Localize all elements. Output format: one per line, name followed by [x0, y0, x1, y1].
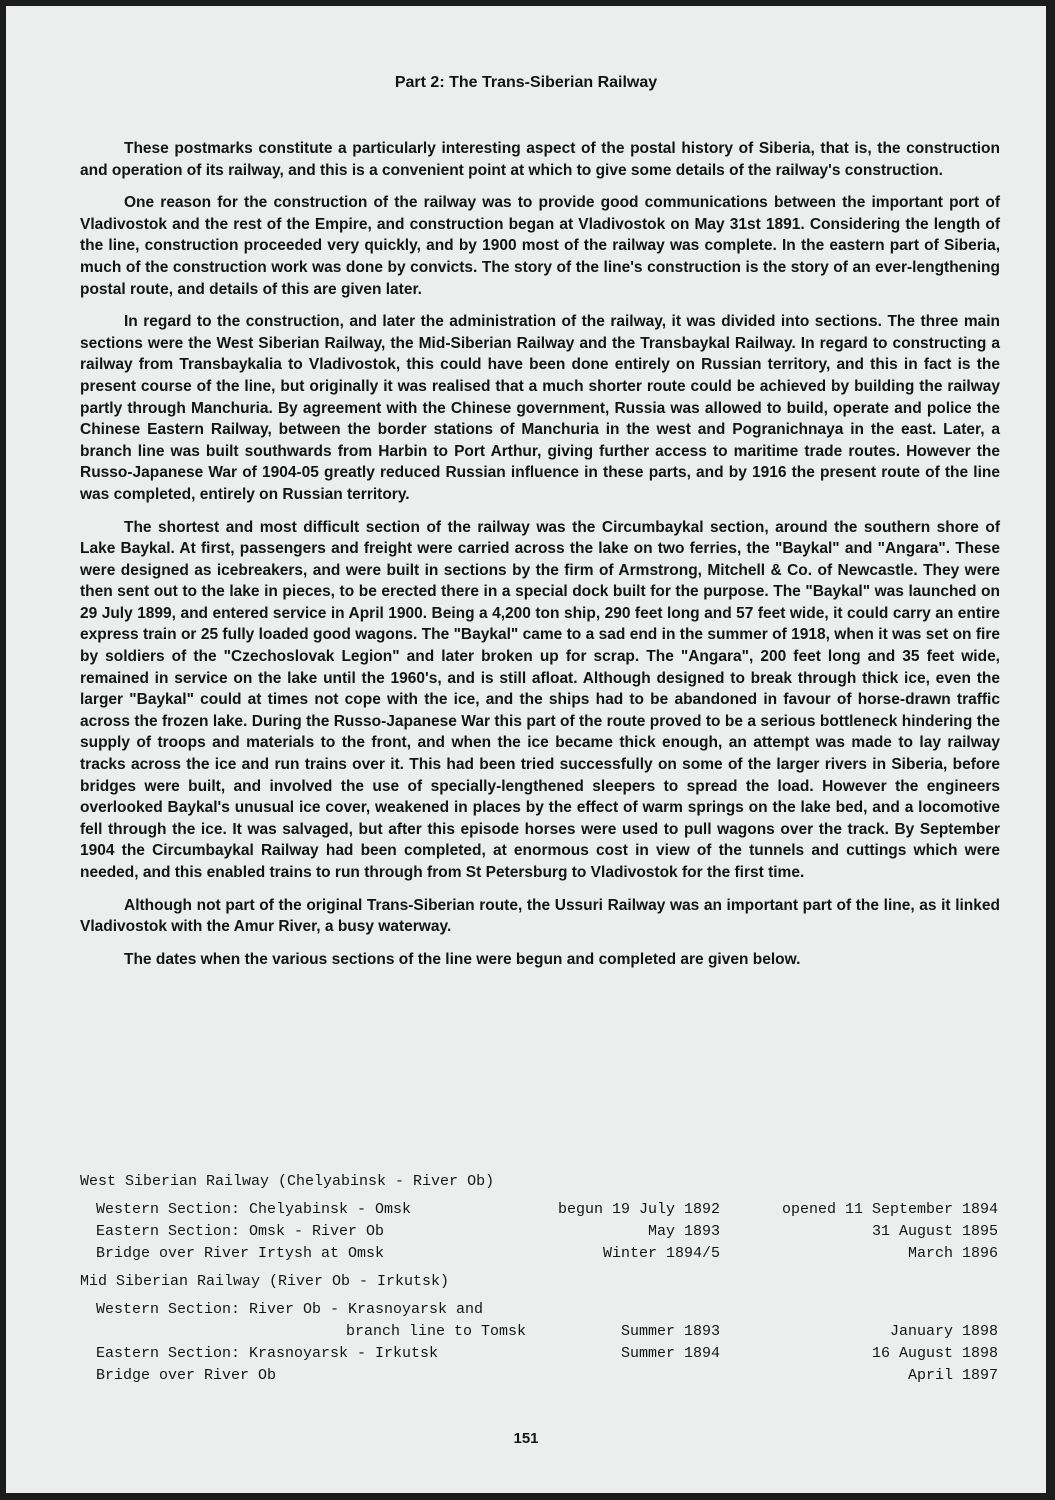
- table-row: [80, 1221, 1000, 1243]
- paragraph: The shortest and most difficult section of the railway was the Circumbaykal section, around the southern shore of Lake Baykal. At first, passengers and freight were carried across the lake on two ferries, the "Baykal" and "Angara". These were designed as icebreakers, and were built in sections by the firm of Armstrong, Mitchell & Co. of Newcastle. They were then sent out to the lake in pieces, to be erected there in a special dock built for the purpose. The "Baykal" was launched on 29 July 1899, and entered service in April 1900. Being a 4,200 ton ship, 290 feet long and 57 feet wide, it could carry an entire express train or 25 fully loaded good wagons. The "Baykal" came to a sad end in the summer of 1918, when it was set on fire by soldiers of the "Czechoslovak Legion" and later broken up for scrap. The "Angara", 200 feet long and 35 feet wide, remained in service on the lake until the 1960's, and is still afloat. Although designed to break through thick ice, even the larger "Baykal" could at times not cope with the ice, and the ships had to be abandoned in favour of horse-drawn traffic across the frozen lake. During the Russo-Japanese War this part of the route proved to be a serious bottleneck hindering the supply of troops and materials to the front, and when the ice became thick enough, an attempt was made to lay railway tracks across the ice and run trains over it. This had been tried successfully on some of the larger rivers in Siberia, before bridges were built, and involved the use of specially-lengthened sleepers to spread the load. However the engineers overlooked Baykal's unusual ice cover, weakened in places by the effect of warm springs on the lake bed, and a locomotive fell through the ice. It was salvaged, but after this episode horses were used to pull wagons over the track. By September 1904 the Circumbaykal Railway had been completed, at enormous cost in view of the tunnels and cuttings which were needed, and this enabled trains to run through from St Petersburg to Vladivostok for the first time.: [80, 518, 1000, 881]
- table-row: [80, 1299, 1000, 1343]
- row-description: Eastern Section: Omsk - River Ob: [96, 1223, 385, 1240]
- row-begun: Winter 1894/5: [602, 1245, 720, 1262]
- row-description: Western Section: River Ob - Krasnoyarsk and: [96, 1301, 484, 1318]
- row-opened: 31 August 1895: [871, 1223, 998, 1240]
- paragraph: One reason for the construction of the railway was to provide good communications between the important port of Vladivostok and the rest of the Empire, and construction began at Vladivostok on May 31st 1891. Considering the length of the line, construction proceeded very quickly, and by 1900 most of the railway was complete. In the eastern part of Siberia, much of the construction work was done by convicts. The story of the line's construction is the story of an ever-lengthening postal route, and details of this are given later.: [80, 194, 1000, 298]
- table-row: [80, 1365, 1000, 1387]
- row-opened: March 1896: [907, 1245, 998, 1262]
- table-row: [80, 1343, 1000, 1365]
- paragraph: The dates when the various sections of the line were begun and completed are given below.: [124, 950, 801, 968]
- paragraph: In regard to the construction, and later the administration of the railway, it was divided into sections. The three main sections were the West Siberian Railway, the Mid-Siberian Railway and the Transbaykal Railway. In regard to constructing a railway from Transbaykalia to Vladivostok, this could have been done entirely on Russian territory, and this in fact is the present course of the line, but originally it was realised that a much shorter route could be achieved by building the railway partly through Manchuria. By agreement with the Chinese government, Russia was allowed to build, operate and police the Chinese Eastern Railway, between the border stations of Manchuria in the west and Pogranichnaya in the east. Later, a branch line was built southwards from Harbin to Port Arthur, giving further access to maritime trade routes. However the Russo-Japanese War of 1904-05 greatly reduced Russian influence in these parts, and by 1916 the present route of the line was completed, entirely on Russian territory.: [80, 313, 1000, 503]
- row-begun: Summer 1893: [620, 1323, 720, 1340]
- document-page: [6, 6, 1046, 1493]
- section-heading: Mid Siberian Railway (River Ob - Irkutsk): [80, 1273, 450, 1290]
- paragraph: Although not part of the original Trans-Siberian route, the Ussuri Railway was an important part of the line, as it linked Vladivostok with the Amur River, a busy waterway.: [80, 896, 1000, 936]
- row-opened: 16 August 1898: [871, 1345, 998, 1362]
- table-row: [80, 1199, 1000, 1221]
- section-heading: West Siberian Railway (Chelyabinsk - River Ob): [80, 1173, 495, 1190]
- row-begun: May 1893: [647, 1223, 720, 1240]
- row-description: Western Section: Chelyabinsk - Omsk: [96, 1201, 412, 1218]
- row-description: Eastern Section: Krasnoyarsk - Irkutsk: [96, 1345, 439, 1362]
- construction-dates-table: [80, 1171, 1000, 1387]
- row-opened: opened 11 September 1894: [781, 1201, 998, 1218]
- row-description: Bridge over River Ob: [96, 1367, 277, 1384]
- row-description-continued: branch line to Tomsk: [346, 1323, 527, 1340]
- table-row: [80, 1243, 1000, 1265]
- body-text: [80, 138, 1000, 981]
- row-opened: January 1898: [889, 1323, 998, 1340]
- row-begun: Summer 1894: [620, 1345, 720, 1362]
- row-begun: begun 19 July 1892: [557, 1201, 720, 1218]
- row-description: Bridge over River Irtysh at Omsk: [96, 1245, 385, 1262]
- paragraph: These postmarks constitute a particularly interesting aspect of the postal history of Siberia, that is, the construction and operation of its railway, and this is a convenient point at which to give some details of the railway's construction.: [80, 140, 1000, 179]
- row-opened: April 1897: [907, 1367, 998, 1384]
- page-number: 151: [513, 1430, 539, 1447]
- page-title: Part 2: The Trans-Siberian Railway: [394, 74, 658, 91]
